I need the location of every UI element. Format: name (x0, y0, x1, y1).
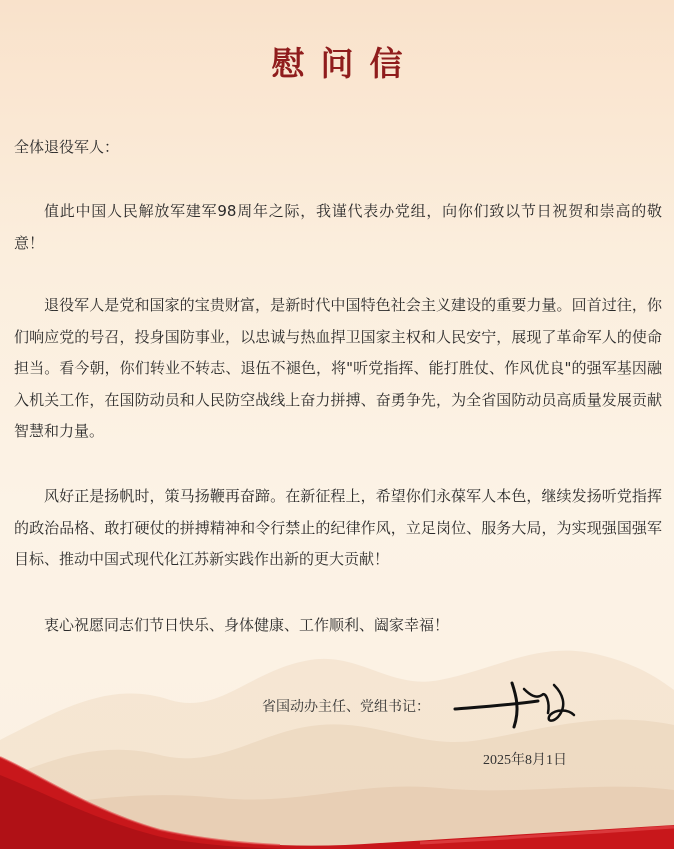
signer-title: 省国动办主任、党组书记： (262, 699, 430, 715)
letter-date: 2025年8月1日 (483, 753, 567, 768)
salutation: 全体退役军人： (14, 138, 120, 156)
letter-title: 慰问信 (271, 44, 419, 83)
handwritten-signature (450, 665, 580, 745)
paragraph-tribute: 退役军人是党和国家的宝贵财富，是新时代中国特色社会主义建设的重要力量。回首过往，你们响应党的号召，投身国防事业，以忠诚与热血捍卫国家主权和人民安宁，展现了革命军人的使命担当。看今朝，你们转业不转志、退伍不褪色，将"听党指挥、能打胜仗、作风优良"的强军基因融入机关工作，在国防动员和人民防空战线上奋力拼搏、奋勇争先，为全省国防动员高质量发展贡献智慧和力量。 (14, 296, 662, 440)
red-ribbon-decoration (0, 735, 674, 849)
paragraph-wishes: 衷心祝愿同志们节日快乐、身体健康、工作顺利、阖家幸福！ (44, 616, 450, 634)
paragraph-hope: 风好正是扬帆时，策马扬鞭再奋蹄。在新征程上，希望你们永葆军人本色，继续发扬听党指挥的政治品格、敢打硬仗的拼搏精神和令行禁止的纪律作风，立足岗位、服务大局，为实现强国强军目标、推动中国式现代化江苏新实践作出新的更大贡献！ (14, 487, 662, 568)
paragraph-greeting: 值此中国人民解放军建军98周年之际，我谨代表办党组，向你们致以节日祝贺和崇高的敬意！ (14, 202, 662, 252)
